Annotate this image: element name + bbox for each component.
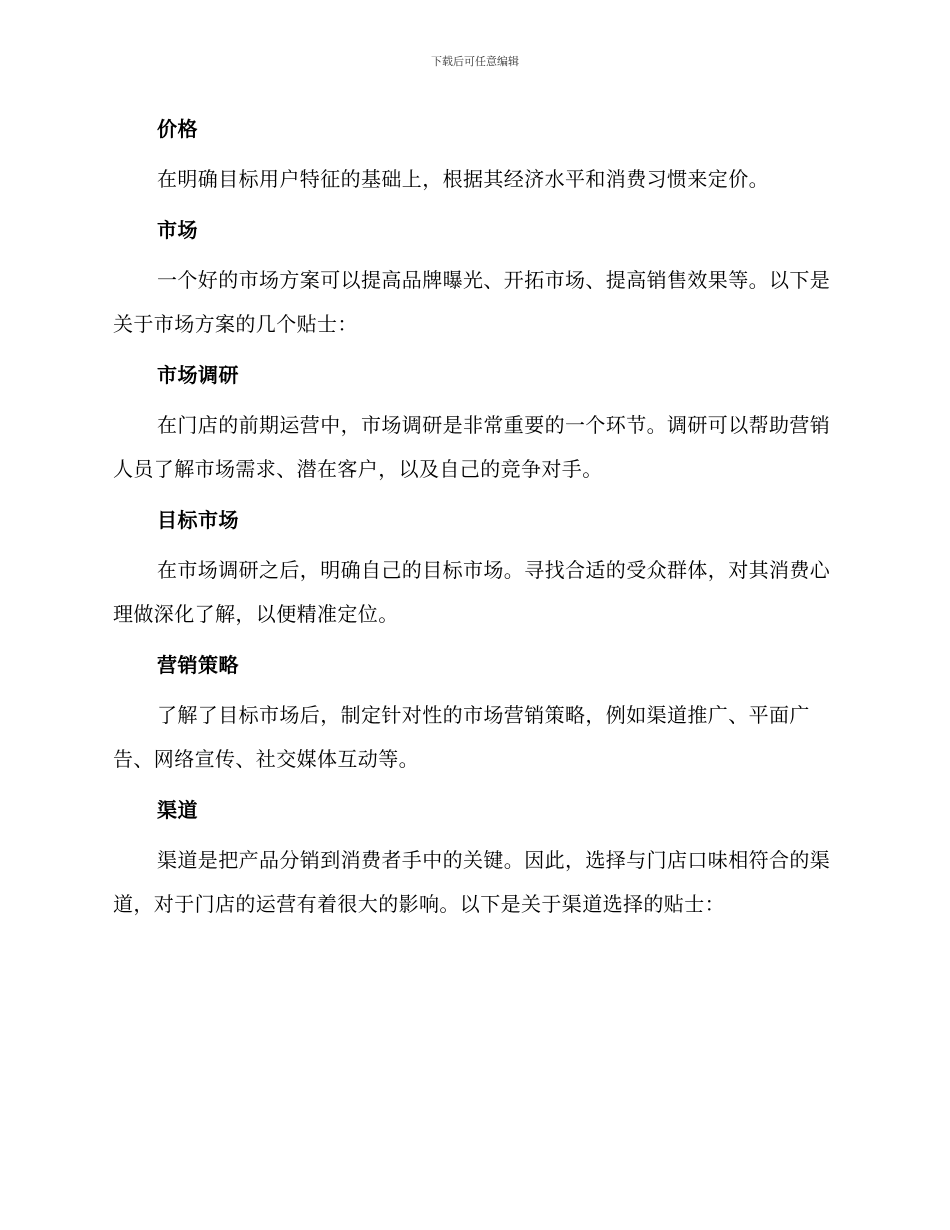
section-paragraph-price: 在明确目标用户特征的基础上，根据其经济水平和消费习惯来定价。 [157,167,769,191]
section-paragraph-channels: 渠道是把产品分销到消费者手中的关键。因此，选择与门店口味相符合的渠道，对于门店的运营有着很大的影响。以下是关于渠道选择的贴士： [113,848,831,916]
section-paragraph-market-research: 在门店的前期运营中，市场调研是非常重要的一个环节。调研可以帮助营销人员了解市场需求、潜在客户，以及自己的竞争对手。 [113,413,831,481]
page-header: 下载后可任意编辑 [431,55,519,68]
section-heading-marketing-strategy: 营销策略 [157,653,239,677]
document-body [113,114,835,926]
section-heading-market: 市场 [157,218,198,242]
section-paragraph-market: 一个好的市场方案可以提高品牌曝光、开拓市场、提高销售效果等。以下是关于市场方案的几个贴士： [113,268,831,336]
section-heading-market-research: 市场调研 [157,363,239,387]
section-heading-price: 价格 [157,117,198,141]
section-heading-channels: 渠道 [157,798,198,822]
section-paragraph-target-market: 在市场调研之后，明确自己的目标市场。寻找合适的受众群体，对其消费心理做深化了解，以便精准定位。 [113,558,831,626]
section-paragraph-marketing-strategy: 了解了目标市场后，制定针对性的市场营销策略，例如渠道推广、平面广告、网络宣传、社交媒体互动等。 [113,703,810,771]
section-heading-target-market: 目标市场 [157,508,239,532]
